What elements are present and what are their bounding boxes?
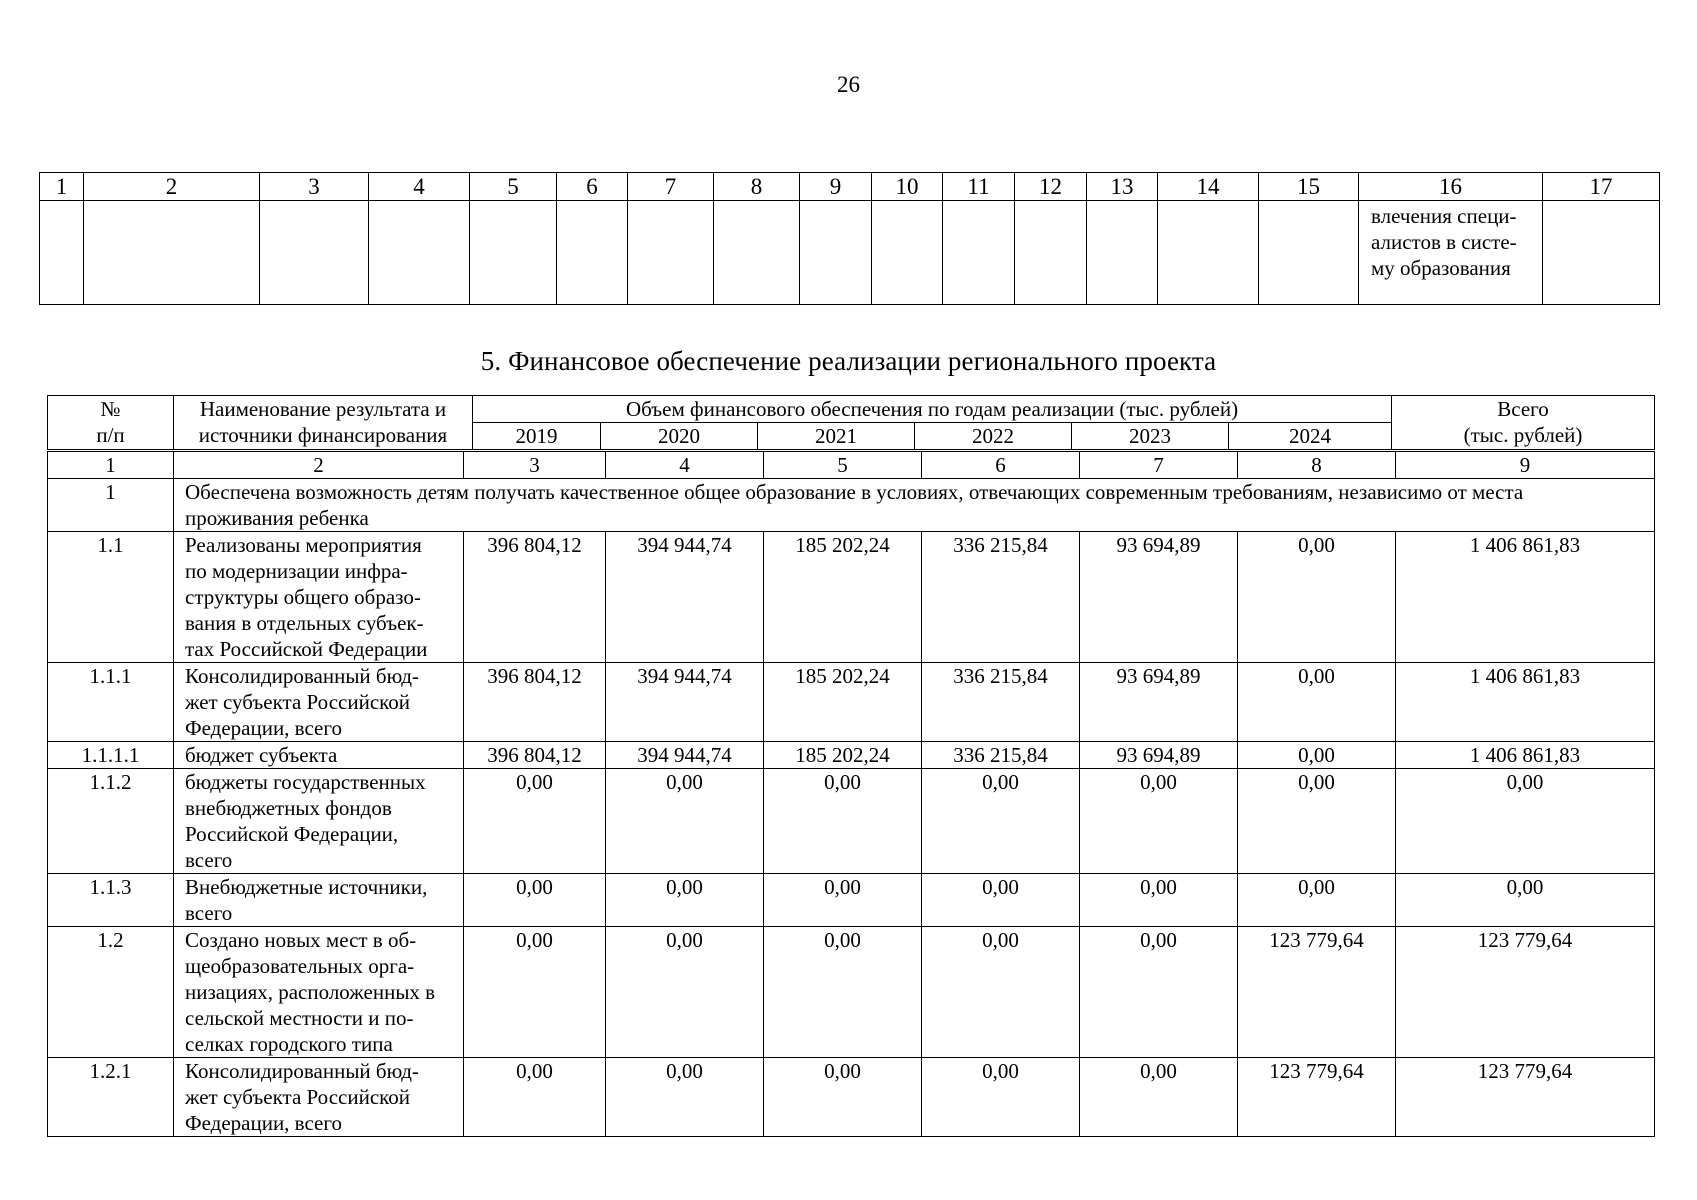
row-value-cell: 0,00 <box>1080 769 1238 874</box>
row-value-cell: 0,00 <box>606 1058 764 1137</box>
row-value-cell: 0,00 <box>764 769 922 874</box>
row-name-line: низациях, расположенных в <box>185 980 436 1004</box>
table-row <box>48 874 1655 927</box>
col-number-cell: 12 <box>1015 173 1087 201</box>
row-value-cell: 336 215,84 <box>922 742 1080 769</box>
header-num-cell <box>48 396 174 450</box>
row-name-line: сельской местности и по- <box>185 1006 414 1030</box>
row-name-line: Российской Федерации, <box>185 822 399 846</box>
row-value-cell: 0,00 <box>1238 532 1396 663</box>
row-name-line: Создано новых мест в об- <box>185 928 417 952</box>
row-name-line: Консолидированный бюд- <box>185 664 419 688</box>
row-name-cell <box>174 532 464 663</box>
continuation-text-cell <box>1359 201 1543 305</box>
row-number-cell: 1.1.1 <box>48 663 174 742</box>
row-value-cell: 185 202,24 <box>764 532 922 663</box>
col-number-cell: 13 <box>1087 173 1158 201</box>
row-total-cell: 0,00 <box>1396 769 1655 874</box>
row-name-line: Внебюджетные источники, <box>185 875 428 899</box>
continuation-header-row <box>40 173 1660 201</box>
continuation-line: му образования <box>1371 256 1511 280</box>
row-name-line: бюджет субъекта <box>185 743 338 767</box>
header-num-line: № <box>100 397 121 421</box>
row-value-cell: 123 779,64 <box>1238 927 1396 1058</box>
row-name-line: Федерации, всего <box>185 716 342 740</box>
row-value-cell: 394 944,74 <box>606 532 764 663</box>
continuation-line: алистов в систе- <box>1371 230 1517 254</box>
header-name-cell <box>174 396 473 450</box>
table-row <box>48 927 1655 1058</box>
col-number-cell: 6 <box>557 173 628 201</box>
col-number-cell: 15 <box>1259 173 1359 201</box>
row-value-cell: 396 804,12 <box>464 532 606 663</box>
header-year-cell: 2024 <box>1229 423 1392 450</box>
row-value-cell: 0,00 <box>1080 874 1238 927</box>
row-value-cell: 123 779,64 <box>1238 1058 1396 1137</box>
row-value-cell: 396 804,12 <box>464 742 606 769</box>
header-num-line: п/п <box>96 423 125 447</box>
fin-table-body <box>47 451 1655 1137</box>
row-value-cell: 0,00 <box>1238 769 1396 874</box>
row-total-cell: 0,00 <box>1396 874 1655 927</box>
row-value-cell: 0,00 <box>464 927 606 1058</box>
row-value-cell: 93 694,89 <box>1080 742 1238 769</box>
column-index-cell: 4 <box>606 452 764 479</box>
row-value-cell: 0,00 <box>922 927 1080 1058</box>
row-value-cell: 0,00 <box>606 769 764 874</box>
row-name-line: по модернизации инфра- <box>185 559 408 583</box>
header-total-line: (тыс. рублей) <box>1463 423 1583 447</box>
column-index-cell: 9 <box>1396 452 1655 479</box>
header-year-cell: 2020 <box>601 423 758 450</box>
row-number-cell: 1.1.1.1 <box>48 742 174 769</box>
row-number-cell: 1.1.2 <box>48 769 174 874</box>
row-number-cell: 1.2.1 <box>48 1058 174 1137</box>
row-value-cell: 0,00 <box>922 874 1080 927</box>
header-year-cell: 2023 <box>1072 423 1229 450</box>
row-name-line: тах Российской Федерации <box>185 637 428 661</box>
column-index-cell: 1 <box>48 452 174 479</box>
row-value-cell: 0,00 <box>922 1058 1080 1137</box>
column-index-cell: 5 <box>764 452 922 479</box>
row-value-cell: 93 694,89 <box>1080 663 1238 742</box>
table-row <box>48 769 1655 874</box>
continuation-line: влечения специ- <box>1371 204 1517 228</box>
row-value-cell: 0,00 <box>764 874 922 927</box>
row-value-cell: 0,00 <box>464 769 606 874</box>
row-value-cell: 0,00 <box>1238 742 1396 769</box>
fin-table-header <box>47 395 1655 450</box>
row-name-line: жет субъекта Российской <box>185 1085 411 1109</box>
continuation-table <box>39 172 1660 305</box>
header-name-line: источники финансирования <box>198 423 448 447</box>
header-year-cell: 2021 <box>758 423 915 450</box>
col-number-cell: 7 <box>628 173 714 201</box>
row-value-cell: 396 804,12 <box>464 663 606 742</box>
row-number-cell: 1.1 <box>48 532 174 663</box>
row-value-cell: 0,00 <box>1080 927 1238 1058</box>
row-name-cell <box>174 1058 464 1137</box>
row-value-cell: 0,00 <box>764 1058 922 1137</box>
row-value-cell: 185 202,24 <box>764 742 922 769</box>
col-number-cell: 1 <box>40 173 84 201</box>
header-group-cell: Объем финансового обеспечения по годам реализации (тыс. рублей) <box>473 396 1392 423</box>
col-number-cell: 14 <box>1158 173 1259 201</box>
column-index-cell: 8 <box>1238 452 1396 479</box>
row-name-line: Консолидированный бюд- <box>185 1059 419 1083</box>
row-name-cell <box>174 874 464 927</box>
section-title: 5. Финансовое обеспечение реализации регионального проекта <box>480 346 1217 376</box>
row-name-line: вания в отдельных субъек- <box>185 611 424 635</box>
row-name-cell <box>174 927 464 1058</box>
row-number-cell: 1.1.3 <box>48 874 174 927</box>
header-year-cell: 2019 <box>473 423 601 450</box>
row-name-line: Реализованы мероприятия <box>185 533 422 557</box>
row-name-line: бюджеты государственных <box>185 770 426 794</box>
row-name-cell <box>174 769 464 874</box>
col-number-cell: 10 <box>872 173 943 201</box>
row-value-cell: 394 944,74 <box>606 663 764 742</box>
table-row <box>48 742 1655 769</box>
row-name-line: всего <box>185 901 233 925</box>
row-value-cell: 93 694,89 <box>1080 532 1238 663</box>
col-number-cell: 11 <box>943 173 1015 201</box>
row-value-cell: 0,00 <box>922 769 1080 874</box>
row-name-line: жет субъекта Российской <box>185 690 411 714</box>
row-value-cell: 0,00 <box>1238 663 1396 742</box>
table-row <box>48 663 1655 742</box>
continuation-body-row <box>40 201 1660 305</box>
row-value-cell: 0,00 <box>606 874 764 927</box>
row-name-line: Федерации, всего <box>185 1111 342 1135</box>
header-total-line: Всего <box>1497 397 1549 421</box>
col-number-cell: 5 <box>470 173 557 201</box>
row-value-cell: 0,00 <box>764 927 922 1058</box>
column-index-row <box>48 452 1655 479</box>
row-value-cell: 0,00 <box>606 927 764 1058</box>
row-name-cell <box>174 663 464 742</box>
row-number-cell: 1.2 <box>48 927 174 1058</box>
row-total-cell: 123 779,64 <box>1396 1058 1655 1137</box>
row-value-cell: 185 202,24 <box>764 663 922 742</box>
row-name-line: селках городского типа <box>185 1032 393 1056</box>
col-number-cell: 9 <box>800 173 872 201</box>
row-value-cell: 394 944,74 <box>606 742 764 769</box>
row-value-cell: 0,00 <box>1238 874 1396 927</box>
column-index-cell: 3 <box>464 452 606 479</box>
column-index-cell: 6 <box>922 452 1080 479</box>
goal-text-cell: Обеспечена возможность детям получать качественное общее образование в условиях, отвечающих современным требованиям, независимо от места проживания ребенка <box>174 479 1655 532</box>
row-total-cell: 123 779,64 <box>1396 927 1655 1058</box>
col-number-cell: 3 <box>260 173 369 201</box>
row-value-cell: 0,00 <box>1080 1058 1238 1137</box>
table-row <box>48 532 1655 663</box>
col-number-cell: 2 <box>84 173 260 201</box>
row-name-line: структуры общего образо- <box>185 585 421 609</box>
row-name-cell <box>174 742 464 769</box>
col-number-cell: 16 <box>1359 173 1543 201</box>
column-index-cell: 2 <box>174 452 464 479</box>
row-name-line: всего <box>185 848 233 872</box>
row-name-line: щеобразовательных орга- <box>185 954 415 978</box>
header-year-cell: 2022 <box>915 423 1072 450</box>
table-row <box>48 1058 1655 1137</box>
header-name-line: Наименование результата и <box>199 397 447 421</box>
row-value-cell: 336 215,84 <box>922 663 1080 742</box>
row-total-cell: 1 406 861,83 <box>1396 742 1655 769</box>
row-total-cell: 1 406 861,83 <box>1396 532 1655 663</box>
column-index-cell: 7 <box>1080 452 1238 479</box>
page-number: 26 <box>837 72 860 97</box>
goal-num-cell: 1 <box>48 479 174 532</box>
goal-row <box>48 479 1655 532</box>
col-number-cell: 17 <box>1543 173 1660 201</box>
row-name-line: внебюджетных фондов <box>185 796 392 820</box>
header-total-cell <box>1392 396 1655 450</box>
row-value-cell: 0,00 <box>464 1058 606 1137</box>
col-number-cell: 8 <box>714 173 800 201</box>
row-value-cell: 0,00 <box>464 874 606 927</box>
col-number-cell: 4 <box>369 173 470 201</box>
row-value-cell: 336 215,84 <box>922 532 1080 663</box>
row-total-cell: 1 406 861,83 <box>1396 663 1655 742</box>
